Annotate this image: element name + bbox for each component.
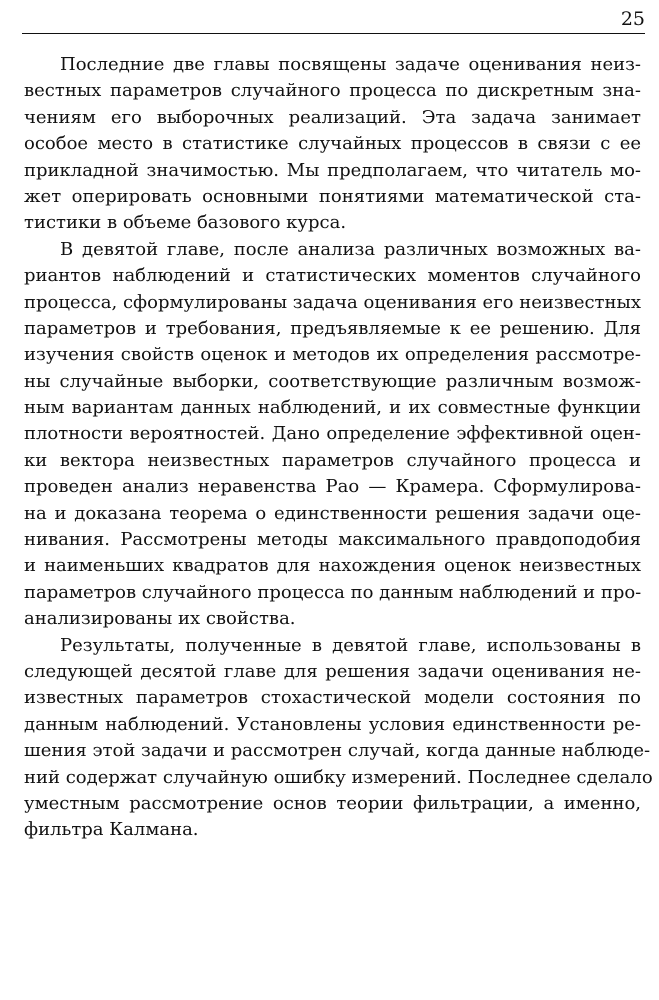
page-number: 25 [620,8,645,30]
text-line: шения этой задачи и рассмотрен случай, когда данные наблюде- [24,740,651,762]
paragraph-1 [24,52,641,237]
text-line: прикладной значимостью. Мы предполагаем, что читатель мо- [24,159,641,181]
text-line: анализированы их свойства. [24,608,296,630]
text-line: ны случайные выборки, соответствующие различным возмож- [24,370,641,392]
text-line: ным вариантам данных наблюдений, и их совместные функции [24,397,641,419]
paragraph-3 [24,633,653,844]
text-line: риантов наблюдений и статистических моментов случайного [24,265,641,287]
text-line: процесса, сформулированы задача оценивания его неизвестных [24,291,641,313]
text-line: и наименьших квадратов для нахождения оценок неизвестных [24,555,641,577]
text-line: изучения свойств оценок и методов их определения рассмотре- [24,344,641,366]
text-line: параметров случайного процесса по данным наблюдений и про- [24,581,642,603]
text-line: плотности вероятностей. Дано определение эффективной оцен- [24,423,641,445]
text-line: ний содержат случайную ошибку измерений. Последнее сделало [24,766,653,788]
header-rule [22,33,645,34]
text-line: следующей десятой главе для решения задачи оценивания не- [24,660,641,682]
text-line: Результаты, полученные в девятой главе, использованы в [60,634,641,656]
text-line: проведен анализ неравенства Рао — Крамера. Сформулирова- [24,476,641,498]
text-line: известных параметров стохастической модели состояния по [24,687,641,709]
text-line: жет оперировать основными понятиями математической ста- [24,185,641,207]
text-line: особое место в статистике случайных процессов в связи с ее [24,133,641,155]
paragraph-2 [24,237,641,633]
text-line: фильтра Калмана. [24,819,199,841]
text-line: чениям его выборочных реализаций. Эта задача занимает [24,106,641,128]
body-text [24,52,653,844]
text-line: на и доказана теорема о единственности решения задачи оце- [24,502,641,524]
text-line: уместным рассмотрение основ теории фильтрации, а именно, [24,792,641,814]
text-line: В девятой главе, после анализа различных возможных ва- [60,238,641,260]
text-line: Последние две главы посвящены задаче оценивания неиз- [60,54,641,75]
text-line: вестных параметров случайного процесса по дискретным зна- [24,80,641,102]
text-line: тистики в объеме базового курса. [24,212,347,234]
text-line: данным наблюдений. Установлены условия единственности ре- [24,713,641,735]
text-line: параметров и требования, предъявляемые к ее решению. Для [24,317,641,339]
text-line: нивания. Рассмотрены методы максимального правдоподобия [24,529,641,551]
text-line: ки вектора неизвестных параметров случайного процесса и [24,449,641,471]
